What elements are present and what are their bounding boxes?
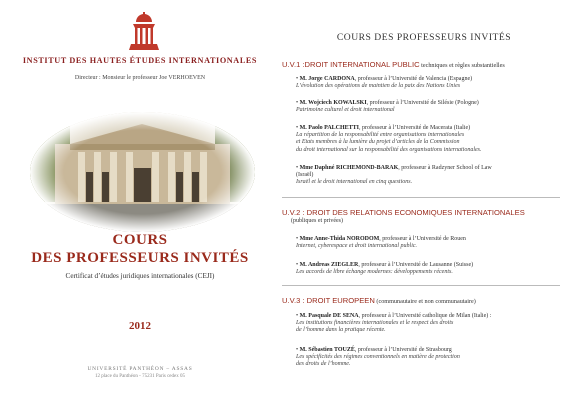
section-divider [282, 197, 560, 198]
uv2-title: U.V.2 : DROIT DES RELATIONS ECONOMIQUES INTERNATIONALES [282, 208, 525, 217]
list-item: • Mme Daphné RICHEMOND-BARAK, professeur à Radzyner School of Law (Israël) Israël et le droit international en cinq questions. [296, 165, 492, 186]
uv3-title: U.V.3 : DROIT EUROPEEN (communautaire et non communautaire) [282, 296, 476, 305]
list-item: • M. Paolo PALCHETTI, professeur à l’Université de Macerata (Italie) La répartition de la responsabilité entre organisations internationales et Etats membres à la lumière du projet d’articles de la Commission du droit international sur la responsabilité des organisations internationales. [296, 125, 482, 153]
program-panel [282, 0, 566, 400]
uv2-subtitle: (publiques et privées) [291, 218, 343, 224]
year: 2012 [129, 320, 151, 332]
cover-title: COURS [112, 232, 168, 248]
list-item: • M. Andreas ZIEGLER, professeur à l’Université de Lausanne (Suisse) Les accords de libre échange modernes: développements récents. [296, 262, 474, 276]
uv3-section [282, 296, 566, 305]
university-address: 12 place du Panthéon - 75231 Paris cedex 05 [95, 374, 185, 379]
list-item: • M. Wojciech KOWALSKI, professeur à l’Université de Silésie (Pologne) Patrimoine culturel et droit international [296, 100, 479, 114]
list-item: • M. Sébastien TOUZÉ, professeur à l’Université de Strasbourg Les spécificités des régimes conventionnels en matière de protection des droits de l’homme. [296, 347, 460, 368]
list-item: • M. Jorge CARDONA, professeur à l’Université de Valencia (Espagne) L’évolution des opérations de maintien de la paix des Nations Unies [296, 76, 473, 90]
uv1-section [282, 60, 566, 69]
cover-subtitle: DES PROFESSEURS INVITÉS [31, 250, 249, 266]
director-line: Directeur : Monsieur le professeur Joe VERHOEVEN [74, 75, 206, 81]
list-item: • M. Pasquale DE SENA, professeur à l’Université catholique de Milan (Italie) : Les institutions financières internationales et le respect des droits de l’homme dans la pratique récente. [296, 313, 492, 334]
institute-name: INSTITUT DES HAUTES ÉTUDES INTERNATIONALES [22, 56, 258, 65]
program-header: COURS DES PROFESSEURS INVITÉS [336, 32, 512, 43]
cover-panel [0, 0, 280, 400]
university-name: UNIVERSITÉ PANTHÉON – ASSAS [87, 366, 193, 372]
list-item: • Mme Anne-Thida NORODOM, professeur à l’Université de Rouen Internet, cyberespace et droit international public. [296, 236, 466, 250]
pantheon-logo-icon [127, 12, 161, 52]
section-divider [282, 285, 560, 286]
uv1-title: U.V.1 :DROIT INTERNATIONAL PUBLIC techniques et règles substantielles [282, 60, 505, 69]
uv2-section [282, 208, 566, 224]
certificate-line: Certificat d’études juridiques internationales (CEJI) [65, 272, 215, 280]
building-photo [30, 112, 255, 232]
